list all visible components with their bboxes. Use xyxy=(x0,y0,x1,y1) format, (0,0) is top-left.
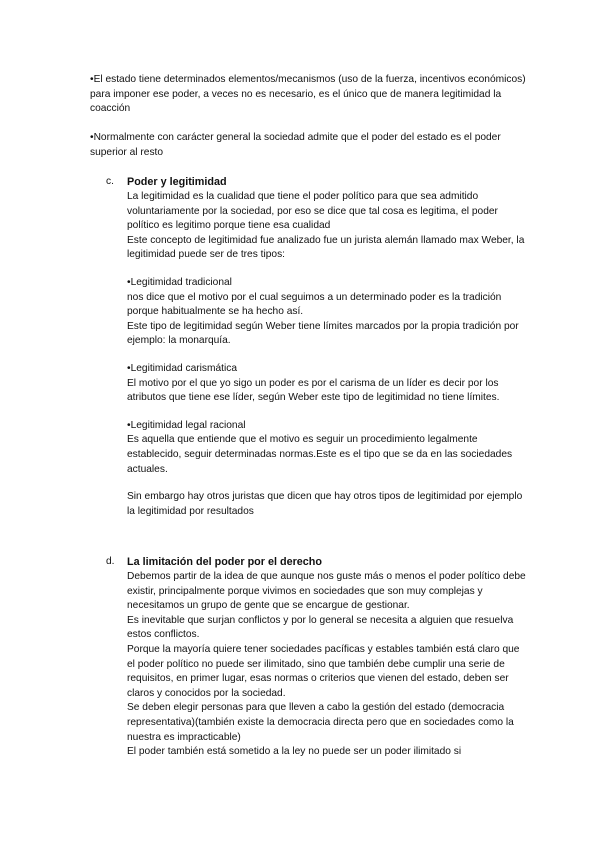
paragraph: Debemos partir de la idea de que aunque nos guste más o menos el poder político debe existir, principalmente porque vivimos en sociedades que son muy complejas y necesitamos un grupo de gente que se encargue de gestionar. xyxy=(127,571,526,612)
paragraph: Es inevitable que surjan conflictos y por lo general se necesita a alguien que resuelva estos conflictos. xyxy=(127,614,514,641)
section-title: La limitación del poder por el derecho xyxy=(127,556,322,568)
section-limitacion-poder xyxy=(106,555,526,760)
paragraph: Es aquella que entiende que el motivo es seguir un procedimiento legalmente establecido, seguir determinadas normas.Este es el tipo que se da en las sociedades actuales. xyxy=(127,434,513,475)
section-letter: c. xyxy=(106,176,114,187)
paragraph: Porque la mayoría quiere tener sociedades pacíficas y estables también está claro que xyxy=(127,643,520,655)
section-heading xyxy=(106,555,526,570)
paragraph: El poder también está sometido a la ley no puede ser un poder ilimitado si xyxy=(127,746,462,758)
intro-paragraph-state-power: •Normalmente con carácter general la sociedad admite que el poder del estado es el poder superior al resto xyxy=(90,132,501,158)
paragraph: el poder político no puede ser ilimitado, sino que también debe cumplir una serie de requisitos, en primer lugar, esas normas o criterios que vienen del estado, deben ser claros y conocidos por la sociedad. xyxy=(127,658,509,699)
paragraph: Se deben elegir personas para que lleven a cabo la gestión del estado (democracia representativa)(también existe la democracia directa pero que en sociedades como la nuestra es impracticable) xyxy=(127,702,514,743)
section-letter: d. xyxy=(106,556,115,567)
subheading-legal-racional: •Legitimidad legal racional xyxy=(127,419,246,431)
subheading-tradicional: •Legitimidad tradicional xyxy=(127,276,232,288)
section-title: Poder y legitimidad xyxy=(127,176,227,188)
paragraph: El motivo por el que yo sigo un poder es por el carisma de un líder es decir por los atributos que tiene ese líder, según Weber este tipo de legitimidad no tiene límites. xyxy=(127,377,500,404)
intro-paragraph-coercion: •El estado tiene determinados elementos/mecanismos (uso de la fuerza, incentivos económicos) para imponer ese poder, a veces no es necesario, es el único que de manera legitimidad la coacción xyxy=(90,74,526,115)
paragraph: nos dice que el motivo por el cual seguimos a un determinado poder es la tradición porque habitualmente se ha hecho así. xyxy=(127,291,502,318)
paragraph-closing: Sin embargo hay otros juristas que dicen que hay otros tipos de legitimidad por ejemplo la legitimidad por resultados xyxy=(127,491,523,517)
section-poder-legitimidad xyxy=(106,175,526,519)
subheading-carismatica: •Legitimidad carismática xyxy=(127,362,238,374)
paragraph: Este tipo de legitimidad según Weber tiene límites marcados por la propia tradición por ejemplo: la monarquía. xyxy=(127,320,519,347)
paragraph: La legitimidad es la cualidad que tiene el poder político para que sea admitido voluntariamente por la sociedad, por eso se dice que tal cosa es legitima, el poder político es legitimo porque tiene esa cualidad xyxy=(127,191,498,232)
section-body xyxy=(127,190,526,519)
paragraph: Este concepto de legitimidad fue analizado fue un jurista alemán llamado max Weber, la legitimidad puede ser de tres tipos: xyxy=(127,234,525,261)
section-heading xyxy=(106,175,526,190)
section-body xyxy=(127,570,526,760)
